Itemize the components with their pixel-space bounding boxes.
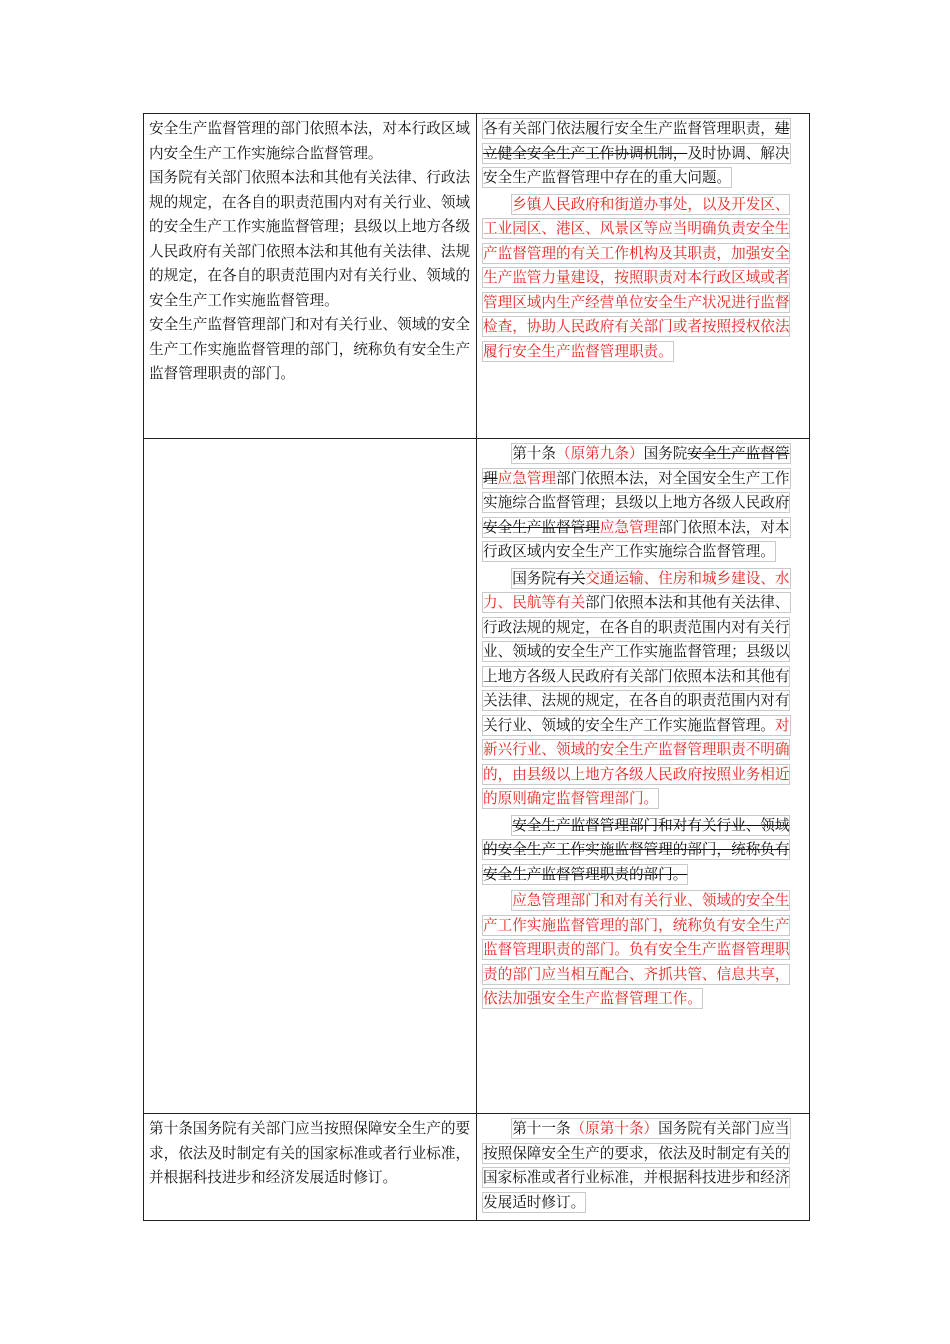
inserted-text: 应急管理 [497, 469, 556, 487]
revised-paragraph: 各有关部门依法履行安全生产监督管理职责，建立健全安全生产工作协调机制，及时协调、解决安全生产监督管理中存在的重大问题。 [483, 120, 790, 186]
revised-paragraph [482, 814, 804, 888]
revised-paragraph [482, 889, 804, 1012]
revised-paragraph [482, 193, 804, 365]
inserted-text: 乡镇人民政府和街道办事处，以及开发区、工业园区、港区、风景区等应当明确负责安全生产监督管理的有关工作机构及其职责，加强安全生产监管力量建设，按照职责对本行政区域或者管理区域内生产经营单位安全生产状况进行监督检查，协助人民政府有关部门或者按照授权依法履行安全生产监督管理职责。 [483, 195, 790, 360]
article-number: 第十条 [512, 445, 556, 462]
deleted-text: 安全生产监督管理 [483, 518, 600, 536]
revised-paragraph: 第十条（原第九条）国务院安全生产监督管理应急管理部门依照本法，对全国安全生产工作实施综合监督管理；县级以上地方各级人民政府安全生产监督管理应急管理部门依照本法，对本行政区域内安全生产工作实施综合监督管理。 [483, 445, 790, 560]
original-paragraph: 安全生产监督管理部门和对有关行业、领域的安全生产工作实施监督管理的部门，统称负有安全生产监督管理职责的部门。 [149, 316, 471, 382]
original-article-ref: （原第十条） [570, 1120, 659, 1137]
table-row [144, 114, 810, 439]
deleted-text: 有关 [555, 569, 586, 587]
deleted-text: 安全生产监督管理 [483, 445, 790, 487]
original-text-cell [144, 114, 477, 439]
inserted-text: 对新兴行业、领域的安全生产监督管理职责不明确的，由县级以上地方各级人民政府按照业务相近的原则确定监督管理部门。 [483, 716, 790, 807]
article-number: 第十一条 [512, 1120, 571, 1137]
original-paragraph: 安全生产监督管理的部门依照本法，对本行政区域内安全生产工作实施综合监督管理。 [149, 120, 471, 162]
revised-paragraph: 国务院有关交通运输、住房和城乡建设、水力、民航等有关部门依照本法和其他有关法律、行政法规的规定，在各自的职责范围内对有关行业、领域的安全生产工作实施监督管理；县级以上地方各级人民政府有关部门依照本法和其他有关法律、法规的规定，在各自的职责范围内对有关行业、领域的安全生产工作实施监督管理。对新兴行业、领域的安全生产监督管理职责不明确的，由县级以上地方各级人民政府按照业务相近的原则确定监督管理部门。 [483, 569, 790, 807]
deleted-text: 安全生产监督管理部门和对有关行业、领域的安全生产工作实施监督管理的部门，统称负有安全生产监督管理职责的部门。 [483, 816, 790, 883]
original-paragraph: 第十条国务院有关部门应当按照保障安全生产的要求，依法及时制定有关的国家标准或者行业标准，并根据科技进步和经济发展适时修订。 [149, 1120, 471, 1186]
revised-text-cell [477, 439, 810, 1114]
inserted-text: 应急管理部门和对有关行业、领域的安全生产工作实施监督管理的部门，统称负有安全生产监督管理职责的部门。负有安全生产监督管理职责的部门应当相互配合、齐抓共管、信息共享，依法加强安全生产监督管理工作。 [483, 892, 790, 1007]
deleted-text: 建立健全安全生产工作协调机制， [483, 120, 790, 162]
revised-text-cell [477, 114, 810, 439]
revised-paragraph: 第十一条（原第十条）国务院有关部门应当按照保障安全生产的要求，依法及时制定有关的国家标准或者行业标准，并根据科技进步和经济发展适时修订。 [483, 1120, 790, 1211]
comparison-table [143, 113, 810, 1221]
table-row [144, 439, 810, 1114]
original-text-cell [144, 439, 477, 1114]
table-row [144, 1114, 810, 1221]
original-article-ref: （原第九条） [555, 445, 644, 462]
original-paragraph: 国务院有关部门依照本法和其他有关法律、行政法规的规定，在各自的职责范围内对有关行业、领域的安全生产工作实施监督管理；县级以上地方各级人民政府有关部门依照本法和其他有关法律、法规的规定，在各自的职责范围内对有关行业、领域的安全生产工作实施监督管理。 [149, 169, 471, 309]
inserted-text: 交通运输、住房和城乡建设、水力、民航等有关 [483, 569, 790, 611]
original-text-cell [144, 1114, 477, 1221]
revised-text-cell [477, 1114, 810, 1221]
inserted-text: 应急管理 [599, 518, 659, 536]
